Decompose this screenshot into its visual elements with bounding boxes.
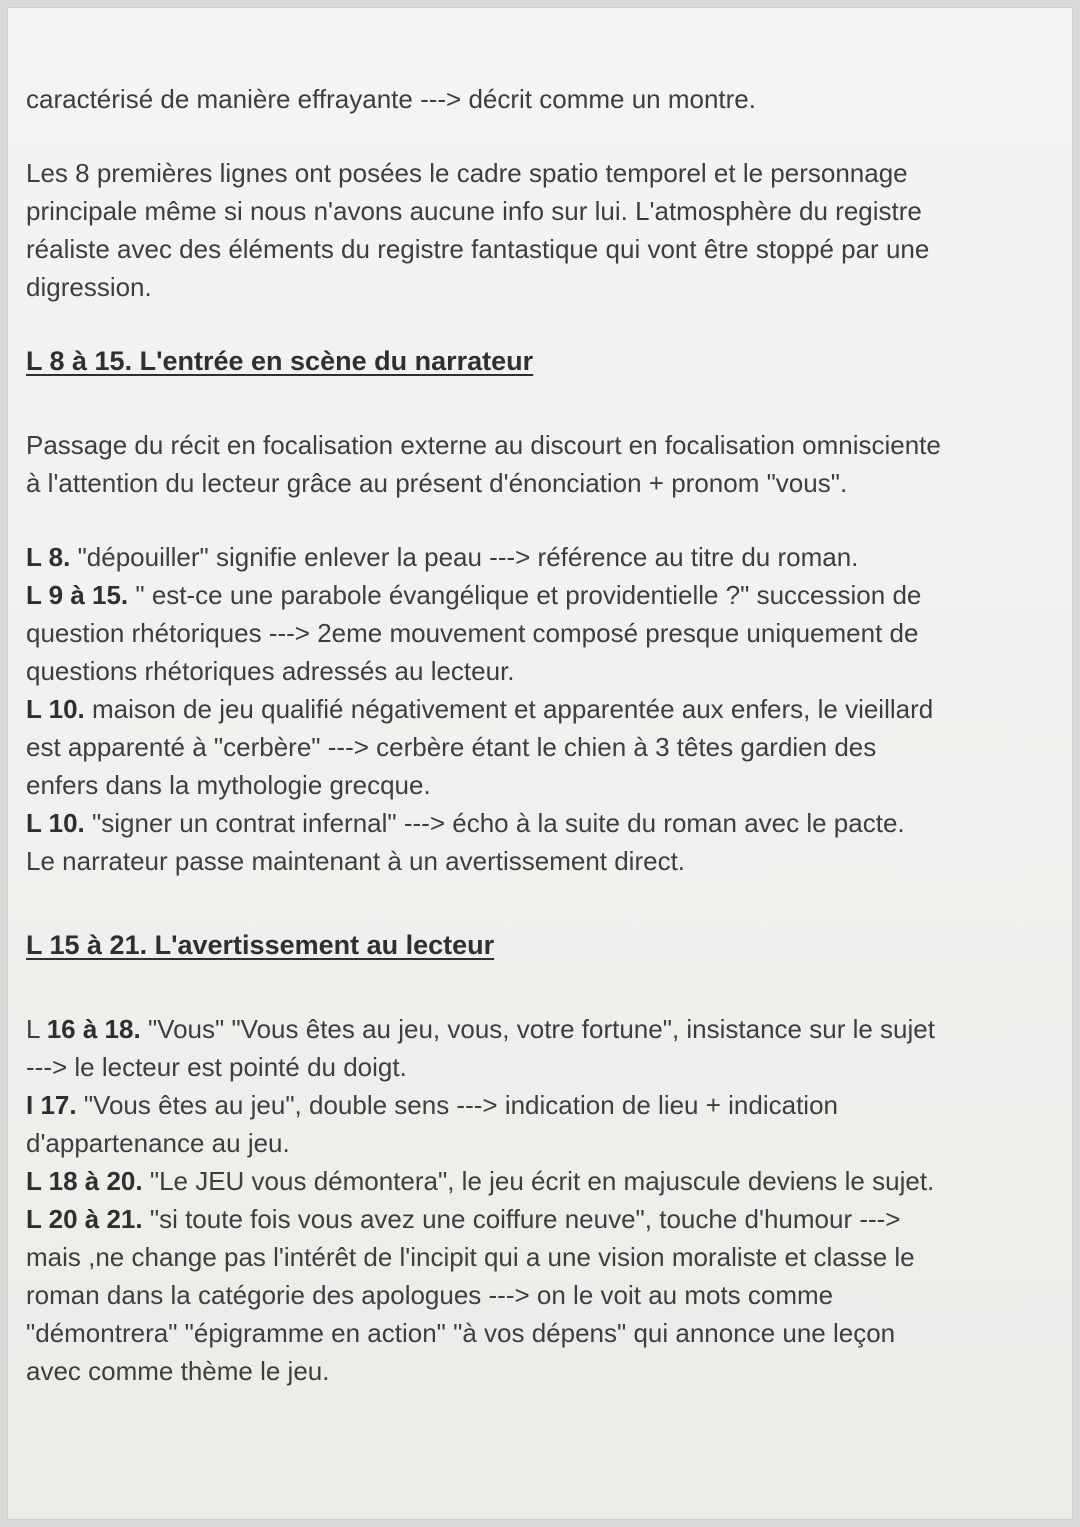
line-reference: I 17. [26,1090,77,1120]
spacer [26,502,1036,538]
note-text: Le narrateur passe maintenant à un avertissement direct. [26,846,686,876]
spacer [26,380,1036,426]
note-text: "Vous" "Vous êtes au jeu, vous, votre fortune", insistance sur le sujet [147,1014,935,1044]
line-reference-prefix: L [26,1014,47,1044]
spacer [26,118,1036,154]
section1-intro [26,426,1036,502]
note-text: question rhétoriques ---> 2eme mouvement composé presque uniquement de [26,618,919,648]
note-line [26,1200,1036,1238]
note-text: avec comme thème le jeu. [26,1356,330,1386]
section-heading-narrator: L 8 à 15. L'entrée en scène du narrateur [26,346,534,376]
note-text: d'appartenance au jeu. [26,1128,290,1158]
paragraph-line: principale même si nous n'avons aucune info sur lui. L'atmosphère du registre [26,196,922,226]
note-text: "démontrera" "épigramme en action" "à vos dépens" qui annonce une leçon [26,1318,896,1348]
note-line [26,690,1036,728]
paragraph-line: à l'attention du lecteur grâce au présent d'énonciation + pronom "vous". [26,468,848,498]
note-text: maison de jeu qualifié négativement et apparentée aux enfers, le vieillard [92,694,934,724]
note-text: "si toute fois vous avez une coiffure neuve", touche d'humour ---> [149,1204,901,1234]
intro-line: caractérisé de manière effrayante ---> décrit comme un montre. [26,84,756,114]
line-reference: L 9 à 15. [26,580,129,610]
note-text: mais ,ne change pas l'intérêt de l'incipit qui a une vision moraliste et classe le [26,1242,915,1272]
line-reference: 16 à 18. [46,1014,141,1044]
note-text: "dépouiller" signifie enlever la peau ---> référence au titre du roman. [77,542,859,572]
note-line [26,1010,1036,1048]
note-text: ---> le lecteur est pointé du doigt. [26,1052,407,1082]
section1-notes [26,538,1036,880]
paragraph-line: digression. [26,272,152,302]
line-reference: L 20 à 21. [26,1204,143,1234]
line-reference: L 10. [26,808,85,838]
spacer [26,964,1036,1010]
section2-notes [26,1010,1036,1390]
note-text: roman dans la catégorie des apologues ---> on le voit au mots comme [26,1280,834,1310]
paragraph-line: réaliste avec des éléments du registre fantastique qui vont être stoppé par une [26,234,930,264]
note-text: "Le JEU vous démontera", le jeu écrit en majuscule deviens le sujet. [149,1166,935,1196]
note-line [26,804,1036,842]
line-reference: L 8. [26,542,71,572]
spacer [26,880,1036,926]
note-line [26,1086,1036,1124]
note-text: enfers dans la mythologie grecque. [26,770,431,800]
line-reference: L 18 à 20. [26,1166,143,1196]
note-text: "signer un contrat infernal" ---> écho à la suite du roman avec le pacte. [92,808,905,838]
note-text: questions rhétoriques adressés au lecteur. [26,656,515,686]
note-text: " est-ce une parabole évangélique et providentielle ?" succession de [135,580,922,610]
note-line [26,538,1036,576]
section-heading-warning: L 15 à 21. L'avertissement au lecteur [26,930,495,960]
paragraph-line: Les 8 premières lignes ont posées le cadre spatio temporel et le personnage [26,158,908,188]
document-content [26,80,1036,1390]
paragraph-context [26,154,1036,306]
paragraph-line: Passage du récit en focalisation externe au discourt en focalisation omnisciente [26,430,941,460]
line-reference: L 10. [26,694,85,724]
note-text: est apparenté à "cerbère" ---> cerbère étant le chien à 3 têtes gardien des [26,732,877,762]
note-line [26,576,1036,614]
spacer [26,306,1036,342]
note-text: "Vous êtes au jeu", double sens ---> indication de lieu + indication [83,1090,838,1120]
document-page [8,8,1072,1519]
note-line [26,1162,1036,1200]
